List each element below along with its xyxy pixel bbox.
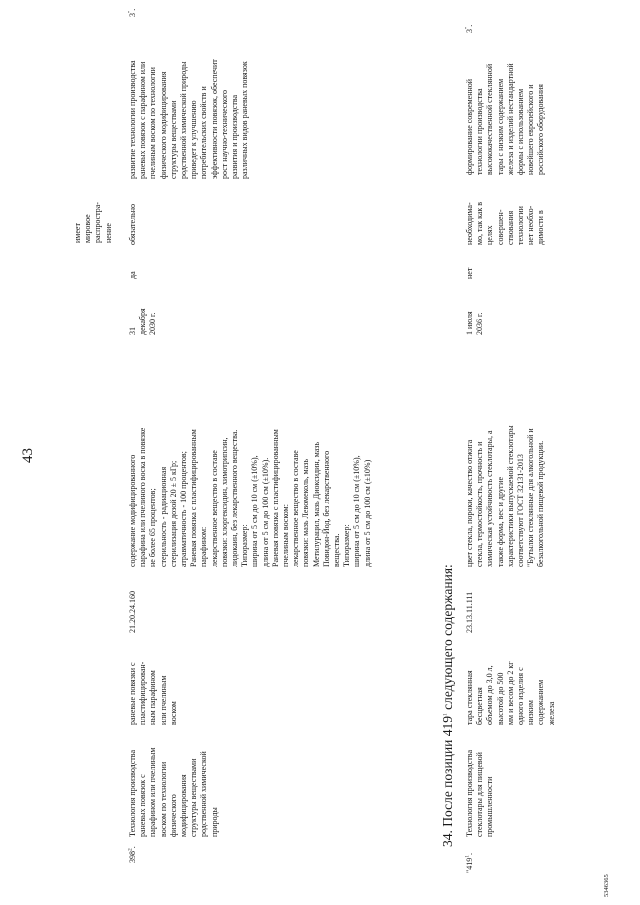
world-distribution-cell: имеет мировое распростра- нение bbox=[73, 202, 113, 243]
deadline-cell: 31 декабря 2030 г. bbox=[128, 308, 158, 335]
row-number: $398^2$. bbox=[127, 846, 137, 863]
goal-cell: формирование современной технологии производства высококачественной стеклянной тары с низким содержанием железа и изделий нестандартной формы с использованием новейшего европейского и российского оборудования bbox=[465, 63, 546, 175]
characteristics-cell: цвет стекла, пороки, качество отжига стекла, термостойкость, прочность и химическая устойчивость стеклотары, а также форма, вес и другие характеристики выпускаемой стеклотары соответствуют ГОСТ 32131-2013 "Бутылки стеклянные для алкогольной и безалкогольной пищевой продукции. bbox=[465, 425, 546, 567]
row-number: "$419^1$. bbox=[464, 852, 474, 873]
okpd-code: 21.20.24.160 bbox=[128, 591, 137, 633]
technology-cell: Технология производства раневых повязок с парафином или пчелиным воском по технологии физического модифицирования структуры веществами родственной химической природы bbox=[128, 747, 219, 837]
table-row-398-2 bbox=[73, 0, 458, 905]
row-end-mark: 3". bbox=[464, 24, 474, 33]
okpd-code: 23.13.11.111 bbox=[465, 591, 474, 633]
product-cell: раневые повязки с пластифицирован- ным парафином или пчелиным воском bbox=[128, 661, 178, 725]
flag-cell: нет bbox=[465, 267, 474, 279]
product-cell: тара стеклянная бесцветная объемом до 3,0 л, высотой до 500 мм и весом до 2 кг одного изделия с низким содержанием железа bbox=[465, 661, 556, 725]
flag-cell: да bbox=[128, 271, 137, 279]
basis-cell: обязательно bbox=[128, 203, 137, 245]
row-end-mark: 3". bbox=[127, 8, 137, 17]
goal-cell: развитие технологии производства раневых повязок с парафином или пчелиным воском по технологии физического модифицирования структуры веществами родственной химической природы приведет к улучшению потребительских свойств и эффективности повязок, обеспечит рост научно-технического развития и производства различных видов раневых повязок bbox=[128, 59, 250, 179]
deadline-cell: 1 июля 2036 г. bbox=[465, 311, 485, 335]
technology-cell: Технология производства стеклотары для пищевой промышленности bbox=[465, 750, 495, 837]
section-heading: 34. После позиции $419^1$ следующего содержания: bbox=[440, 564, 455, 847]
table-row-419-1 bbox=[465, 0, 625, 905]
basis-cell: необходима- мо, так как в целях совершен- ствования технологии нет необхо- димости в bbox=[465, 201, 546, 245]
characteristics-cell: содержание модифицированного парафина или пчелиного воска в повязке не более 65 процентов; стерильность - радиационная стерилизация дозой 20 ± 5 кГр; атравматичность - 100 процентов; Раневая повязка с пластифицированным парафином: лекарственное вещество в составе повязки: хлоргексидин, химотрипсин, лидокаин, без лекарственного вещества. Типоразмер: ширина от 5 см до 10 см (±10%), длина от 5 см до 100 см (±10%). Раневая повязка с пластифицированным пчелиным воском: лекарственное вещество в составе повязки: мазь Левомеколь, мазь Метилурацил, мазь Диоксидин, мазь Повидон-Йод, без лекарственного вещества. Типоразмер: ширина от 5 см до 10 см (±10%), длина от 5 см до 100 см (±10%) bbox=[128, 427, 372, 567]
footer-code: 5346365 bbox=[603, 874, 610, 897]
page-number: 43 bbox=[20, 448, 36, 463]
